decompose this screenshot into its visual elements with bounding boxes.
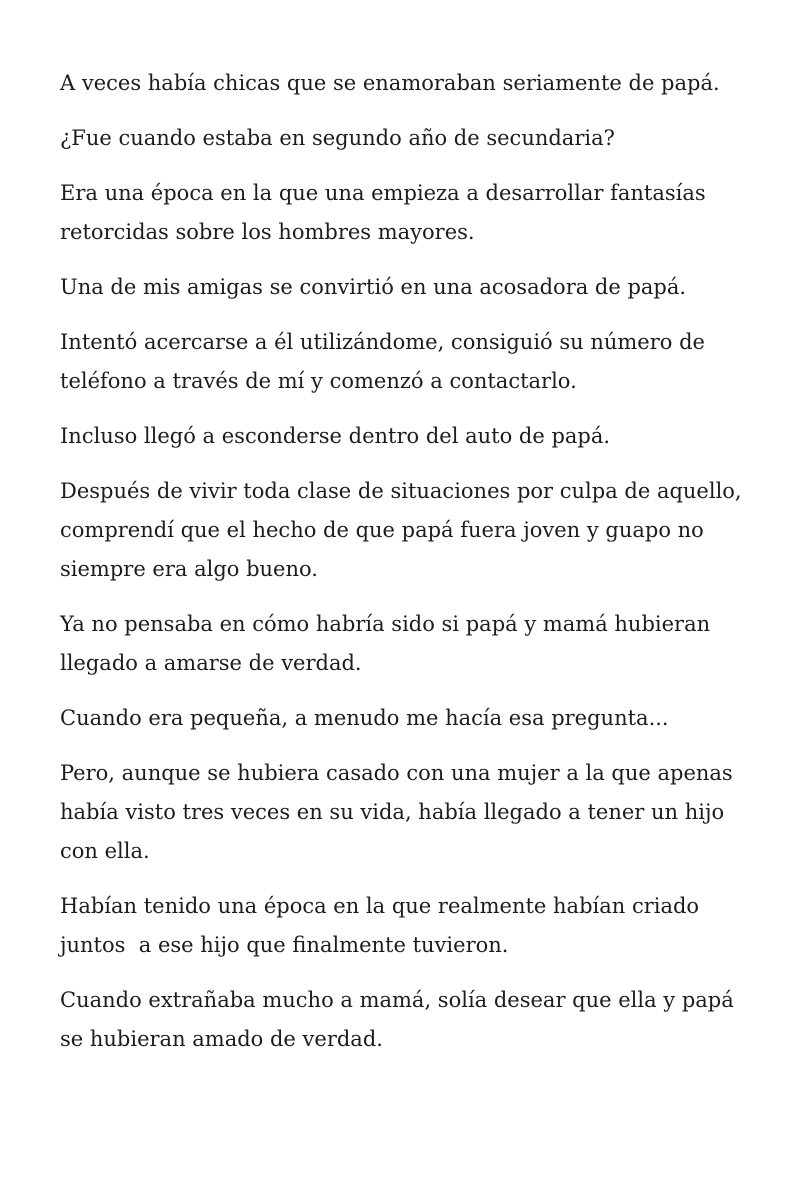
paragraph: Cuando era pequeña, a menudo me hacía esa pregunta... <box>60 706 669 730</box>
paragraph: A veces había chicas que se enamoraban seriamente de papá. <box>60 71 720 95</box>
paragraph: Pero, aunque se hubiera casado con una mujer a la que apenas había visto tres veces en su vida, había llegado a tener un hijo con ella. <box>60 761 740 863</box>
paragraph: Habían tenido una época en la que realmente habían criado juntos a ese hijo que finalmente tuvieron. <box>60 894 706 957</box>
paragraph: Era una época en la que una empieza a desarrollar fantasías retorcidas sobre los hombres mayores. <box>60 181 713 244</box>
paragraph: Intentó acercarse a él utilizándome, consiguió su número de teléfono a través de mí y comenzó a contactarlo. <box>60 330 712 393</box>
paragraph: ¿Fue cuando estaba en segundo año de secundaria? <box>60 126 615 150</box>
paragraph: Incluso llegó a esconderse dentro del auto de papá. <box>60 424 611 448</box>
paragraph: Cuando extrañaba mucho a mamá, solía desear que ella y papá se hubieran amado de verdad. <box>60 988 741 1051</box>
paragraph: Una de mis amigas se convirtió en una acosadora de papá. <box>60 275 687 299</box>
paragraph: Después de vivir toda clase de situaciones por culpa de aquello, comprendí que el hecho de que papá fuera joven y guapo no siempre era algo bueno. <box>60 479 749 581</box>
paragraph: Ya no pensaba en cómo habría sido si papá y mamá hubieran llegado a amarse de verdad. <box>60 612 717 675</box>
